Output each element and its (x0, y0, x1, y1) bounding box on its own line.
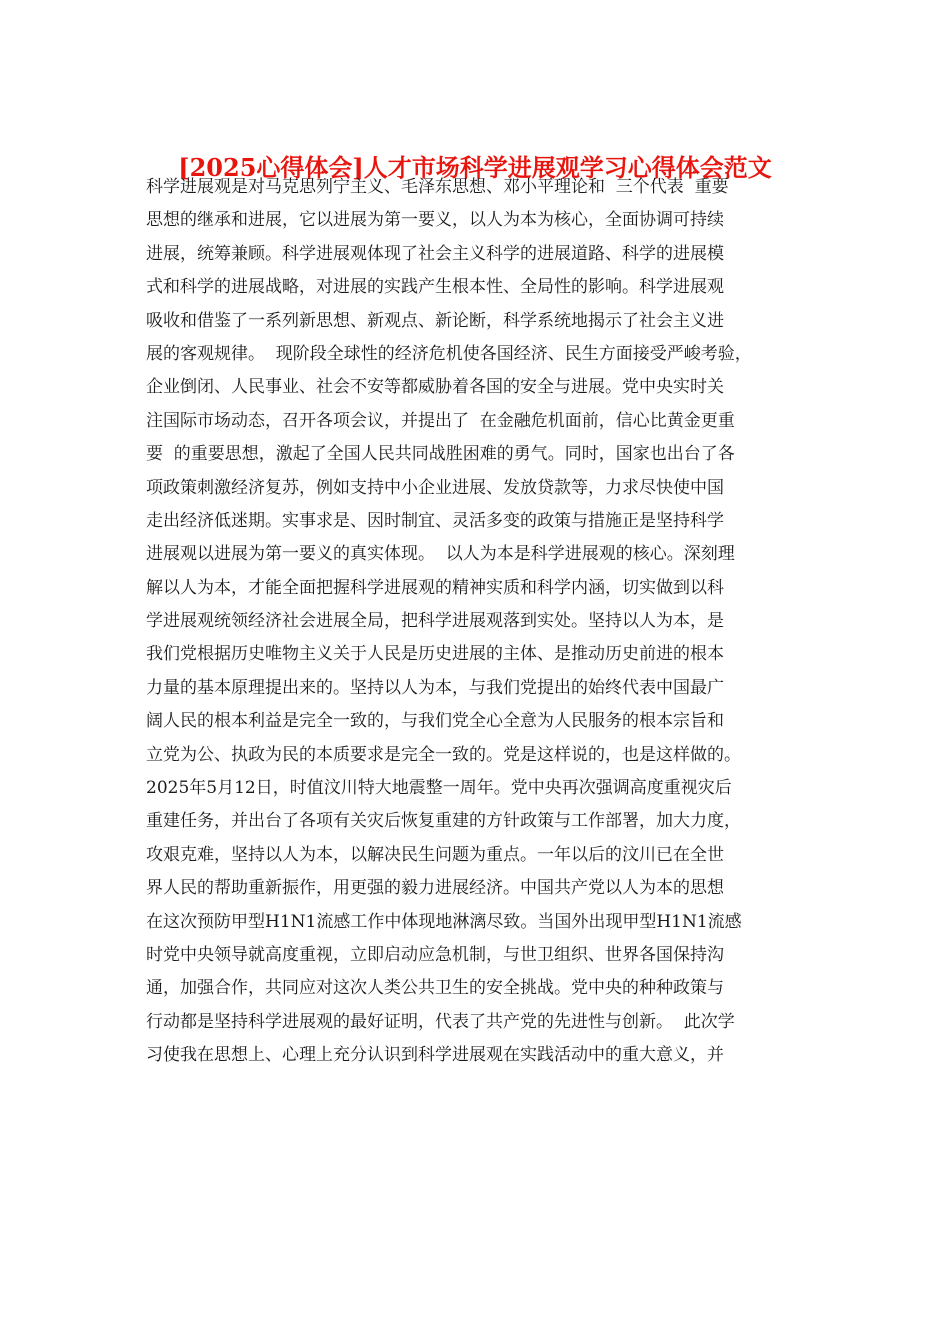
body-line: 重建任务，并出台了各项有关灾后恢复重建的方针政策与工作部署，加大力度， (146, 811, 741, 832)
body-line: 项政策刺激经济复苏，例如支持中小企业进展、发放贷款等，力求尽快使中国 (146, 477, 724, 498)
body-line: 展的客观规律。 现阶段全球性的经济危机使各国经济、民生方面接受严峻考验， (146, 343, 752, 364)
body-line: 行动都是坚持科学进展观的最好证明，代表了共产党的先进性与创新。 此次学 (146, 1011, 735, 1032)
body-line: 攻艰克难，坚持以人为本，以解决民生问题为重点。一年以后的汶川已在全世 (146, 844, 724, 865)
body-line: 力量的基本原理提出来的。坚持以人为本，与我们党提出的始终代表中国最广 (146, 677, 724, 698)
body-line: 吸收和借鉴了一系列新思想、新观点、新论断，科学系统地揭示了社会主义进 (146, 310, 724, 331)
body-line: 在这次预防甲型H1N1流感工作中体现地淋漓尽致。当国外出现甲型H1N1流感 (146, 911, 742, 932)
body-line: 时党中央领导就高度重视，立即启动应急机制，与世卫组织、世界各国保持沟 (146, 944, 724, 965)
body-line: 习使我在思想上、心理上充分认识到科学进展观在实践活动中的重大意义，并 (146, 1045, 724, 1066)
body-line: 企业倒闭、人民事业、社会不安等都威胁着各国的安全与进展。党中央实时关 (146, 377, 724, 398)
body-line: 要 的重要思想，激起了全国人民共同战胜困难的勇气。同时，国家也出台了各 (146, 444, 735, 465)
body-line: 进展观以进展为第一要义的真实体现。 以人为本是科学进展观的核心。深刻理 (146, 544, 735, 565)
document-body (146, 171, 826, 1073)
body-line: 思想的继承和进展，它以进展为第一要义，以人为本为核心，全面协调可持续 (146, 210, 724, 231)
body-line: 2025年5月12日，时值汶川特大地震整一周年。党中央再次强调高度重视灾后 (146, 778, 732, 799)
body-line: 科学进展观是对马克思列宁主义、毛泽东思想、邓小平理论和 三个代表 重要 (146, 177, 729, 197)
body-line: 立党为公、执政为民的本质要求是完全一致的。党是这样说的，也是这样做的。 (146, 744, 741, 765)
body-line: 解以人为本，才能全面把握科学进展观的精神实质和科学内涵，切实做到以科 (146, 577, 724, 598)
body-line: 学进展观统领经济社会进展全局，把科学进展观落到实处。坚持以人为本，是 (146, 611, 724, 632)
body-line: 通，加强合作，共同应对这次人类公共卫生的安全挑战。党中央的种种政策与 (146, 978, 724, 999)
body-line: 式和科学的进展战略，对进展的实践产生根本性、全局性的影响。科学进展观 (146, 277, 724, 298)
body-line: 注国际市场动态，召开各项会议，并提出了 在金融危机面前，信心比黄金更重 (146, 410, 735, 431)
body-line: 走出经济低迷期。实事求是、因时制宜、灵活多变的政策与措施正是坚持科学 (146, 510, 724, 531)
body-line: 阔人民的根本利益是完全一致的，与我们党全心全意为人民服务的根本宗旨和 (146, 711, 724, 732)
body-line: 我们党根据历史唯物主义关于人民是历史进展的主体、是推动历史前进的根本 (146, 644, 724, 665)
body-line: 界人民的帮助重新振作，用更强的毅力进展经济。中国共产党以人为本的思想 (146, 878, 724, 899)
body-line: 进展，统筹兼顾。科学进展观体现了社会主义科学的进展道路、科学的进展模 (146, 243, 724, 264)
document-title: [2025心得体会]人才市场科学进展观学习心得体会范文 (178, 153, 772, 182)
